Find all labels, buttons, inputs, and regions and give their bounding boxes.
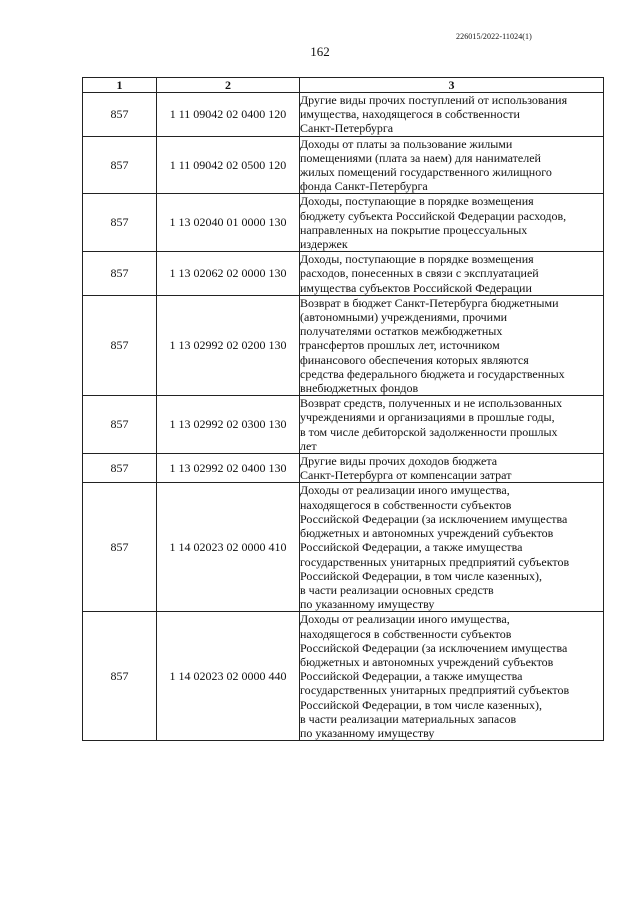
- revenue-description-cell: [300, 252, 604, 296]
- description-line: издержек: [300, 237, 348, 252]
- revenue-description-cell: [300, 295, 604, 395]
- description-line: Возврат средств, полученных и не использованных: [300, 396, 563, 411]
- description-line: в части реализации основных средств: [300, 582, 494, 597]
- admin-code-cell: 857: [83, 396, 157, 454]
- description-line: по указанному имуществу: [300, 597, 435, 612]
- description-line: Доходы от реализации иного имущества,: [300, 612, 510, 627]
- revenue-description-cell: [300, 396, 604, 454]
- admin-code-cell: 857: [83, 612, 157, 741]
- column-header-2: 2: [157, 78, 300, 93]
- budget-classification-code-cell: 1 13 02062 02 0000 130: [157, 252, 300, 296]
- description-line: по указанному имуществу: [300, 725, 435, 740]
- table-row: [83, 454, 604, 483]
- admin-code-cell: 857: [83, 295, 157, 395]
- description-line: имущества субъектов Российской Федерации: [300, 280, 532, 295]
- description-line: в том числе дебиторской задолженности прошлых: [300, 424, 558, 439]
- description-line: Доходы, поступающие в порядке возмещения: [300, 252, 534, 267]
- table-row: [83, 252, 604, 296]
- description-line: помещениями (плата за наем) для нанимателей: [300, 150, 541, 165]
- description-line: находящегося в собственности субъектов: [300, 497, 512, 512]
- description-line: Российской Федерации, в том числе казенных),: [300, 568, 542, 583]
- description-line: Доходы от реализации иного имущества,: [300, 483, 510, 498]
- description-line: Доходы, поступающие в порядке возмещения: [300, 194, 534, 209]
- description-line: Доходы от платы за пользование жилыми: [300, 136, 513, 151]
- description-line: государственных унитарных предприятий субъектов: [300, 554, 570, 569]
- revenue-description-cell: [300, 136, 604, 194]
- budget-classification-code-cell: 1 13 02992 02 0400 130: [157, 454, 300, 483]
- budget-classification-code-cell: 1 11 09042 02 0400 120: [157, 93, 300, 137]
- description-line: бюджетных и автономных учреждений субъектов: [300, 526, 554, 541]
- table-row: [83, 93, 604, 137]
- description-line: учреждениями и организациями в прошлые годы,: [300, 410, 555, 425]
- description-line: имущества, находящегося в собственности: [300, 107, 520, 122]
- admin-code-cell: 857: [83, 483, 157, 612]
- description-line: Российской Федерации, а также имущества: [300, 669, 523, 684]
- description-line: Российской Федерации, а также имущества: [300, 540, 523, 555]
- description-line: расходов, понесенных в связи с эксплуатацией: [300, 266, 539, 281]
- revenue-description-cell: [300, 194, 604, 252]
- page-number: 162: [310, 44, 330, 59]
- description-line: Другие виды прочих доходов бюджета: [300, 454, 498, 469]
- budget-classification-code-cell: 1 14 02023 02 0000 410: [157, 483, 300, 612]
- budget-classification-code-cell: 1 13 02992 02 0300 130: [157, 396, 300, 454]
- description-line: бюджетных и автономных учреждений субъектов: [300, 654, 554, 669]
- revenue-description-cell: [300, 454, 604, 483]
- revenue-codes-table: [82, 77, 604, 741]
- description-line: получателями остатков межбюджетных: [300, 324, 503, 339]
- document-reference-number: 226015/2022-11024(1): [456, 32, 532, 41]
- description-line: фонда Санкт-Петербурга: [300, 179, 428, 194]
- budget-classification-code-cell: 1 13 02992 02 0200 130: [157, 295, 300, 395]
- description-line: бюджету субъекта Российской Федерации расходов,: [300, 208, 567, 223]
- revenue-description-cell: [300, 483, 604, 612]
- description-line: направленных на покрытие процессуальных: [300, 222, 528, 237]
- revenue-description-cell: [300, 93, 604, 137]
- admin-code-cell: 857: [83, 194, 157, 252]
- description-line: Санкт-Петербурга: [300, 121, 394, 136]
- description-line: финансового обеспечения которых являются: [300, 352, 529, 367]
- budget-classification-code-cell: 1 13 02040 01 0000 130: [157, 194, 300, 252]
- table-row: [83, 136, 604, 194]
- table-row: [83, 194, 604, 252]
- column-header-3: 3: [300, 78, 604, 93]
- table-row: [83, 295, 604, 395]
- revenue-description-cell: [300, 612, 604, 741]
- admin-code-cell: 857: [83, 454, 157, 483]
- description-line: Санкт-Петербурга от компенсации затрат: [300, 468, 512, 483]
- admin-code-cell: 857: [83, 136, 157, 194]
- column-header-1: 1: [83, 78, 157, 93]
- table-body: [83, 93, 604, 741]
- description-line: Российской Федерации (за исключением имущества: [300, 511, 568, 526]
- description-line: Российской Федерации (за исключением имущества: [300, 640, 568, 655]
- table-row: [83, 396, 604, 454]
- description-line: средства федерального бюджета и государственных: [300, 366, 565, 381]
- budget-classification-code-cell: 1 11 09042 02 0500 120: [157, 136, 300, 194]
- description-line: государственных унитарных предприятий субъектов: [300, 683, 570, 698]
- description-line: в части реализации материальных запасов: [300, 711, 517, 726]
- description-line: лет: [300, 438, 317, 453]
- budget-classification-code-cell: 1 14 02023 02 0000 440: [157, 612, 300, 741]
- description-line: Другие виды прочих поступлений от использования: [300, 93, 568, 107]
- description-line: трансфертов прошлых лет, источником: [300, 338, 500, 353]
- table-row: [83, 612, 604, 741]
- table-row: [83, 483, 604, 612]
- description-line: жилых помещений государственного жилищного: [300, 165, 552, 180]
- description-line: внебюджетных фондов: [300, 381, 419, 396]
- admin-code-cell: 857: [83, 252, 157, 296]
- admin-code-cell: 857: [83, 93, 157, 137]
- description-line: (автономными) учреждениями, прочими: [300, 310, 508, 325]
- description-line: Российской Федерации, в том числе казенных),: [300, 697, 542, 712]
- description-line: находящегося в собственности субъектов: [300, 626, 512, 641]
- table-header-row: [83, 78, 604, 93]
- description-line: Возврат в бюджет Санкт-Петербурга бюджетными: [300, 295, 559, 310]
